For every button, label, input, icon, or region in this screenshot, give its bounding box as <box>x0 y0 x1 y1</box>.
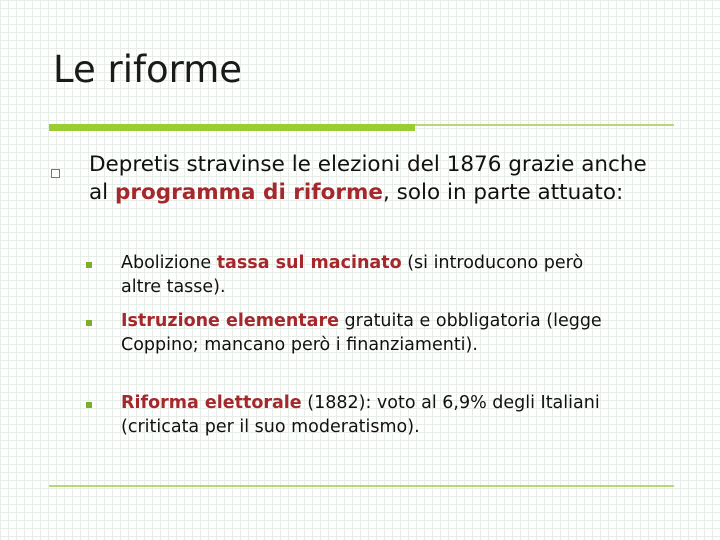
sub-bullet-1 <box>121 252 621 299</box>
bottom-rule <box>49 485 674 487</box>
sub-bullet-2-highlight: Istruzione elementare <box>121 311 339 331</box>
main-bullet-text-after: , solo in parte attuato: <box>382 180 624 205</box>
sub-bullet-1-before: Abolizione <box>121 253 217 273</box>
hollow-square-bullet-icon <box>51 169 60 178</box>
sub-bullet-3-highlight: Riforma elettorale <box>121 393 302 413</box>
sub-bullet-1-highlight: tassa sul macinato <box>216 253 402 273</box>
sub-bullet-3-after: (1882): voto al 6,9% degli Italiani (criticata per il suo moderatismo). <box>121 393 600 437</box>
filled-square-bullet-icon <box>86 320 92 326</box>
main-bullet-text-before: Depretis stravinse le elezioni del 1876 grazie anche al <box>89 152 647 205</box>
filled-square-bullet-icon <box>86 402 92 408</box>
main-bullet-highlight: programma di riforme <box>114 180 383 205</box>
sub-bullet-2-after: gratuita e obbligatoria (legge Coppino; mancano però i finanziamenti). <box>121 311 602 355</box>
main-bullet-text <box>89 151 649 207</box>
sub-bullet-2 <box>121 310 621 357</box>
slide-title: Le riforme <box>53 48 243 91</box>
sub-bullet-3 <box>121 392 621 439</box>
filled-square-bullet-icon <box>86 262 92 268</box>
sub-bullet-1-after: (si introducono però altre tasse). <box>121 253 584 297</box>
